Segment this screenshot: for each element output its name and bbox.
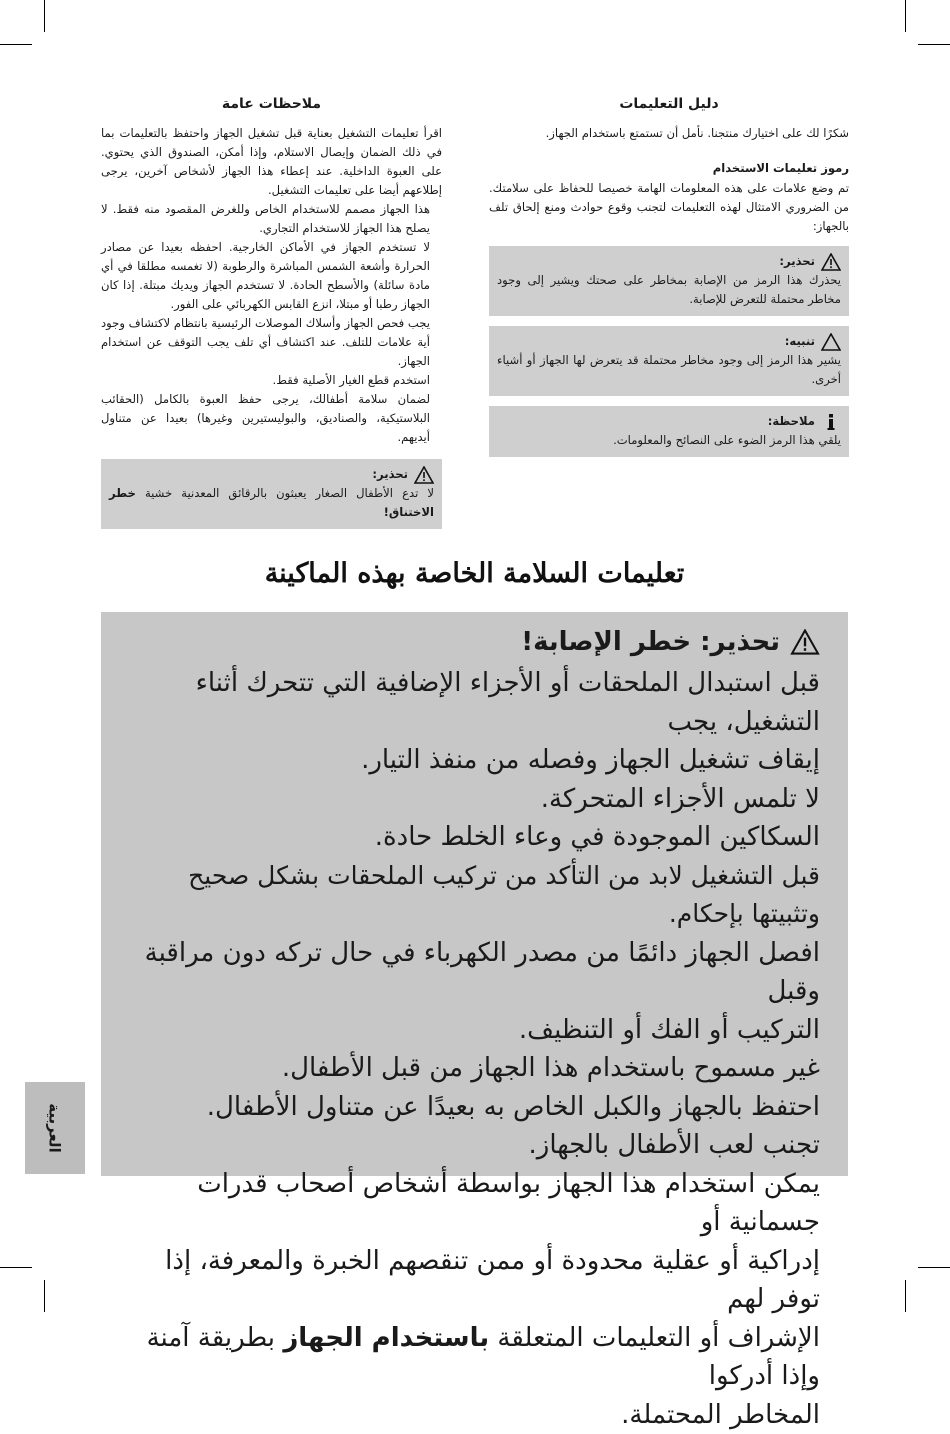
crop-mark: [918, 44, 950, 45]
caution-text: يشير هذا الرمز إلى وجود مخاطر محتملة قد يتعرض لها الجهاز أو أشياء أخرى.: [497, 351, 841, 389]
warning-box: [489, 246, 849, 316]
list-item: يجب فحص الجهاز وأسلاك الموصلات الرئيسية بانتظام لاكتشاف وجود أية علامات للتلف. عند اكتشاف أي تلف يجب التوقف عن استخدام الجهاز.: [101, 314, 442, 371]
safety-title: تعليمات السلامة الخاصة بهذه الماكينة: [101, 558, 848, 589]
note-title: ملاحظة:: [768, 412, 815, 431]
info-icon: [821, 413, 841, 431]
list-item: لضمان سلامة أطفالك، يرجى حفظ العبوة بالكامل (الحقائب البلاستيكية، والصناديق، والبوليستيرين وغيرها) بعيدا عن متناول أيديهم.: [101, 390, 442, 447]
crop-mark: [905, 1280, 906, 1312]
instructions-column: [489, 96, 849, 457]
warning-triangle-icon: [790, 629, 820, 655]
crop-mark: [905, 0, 906, 32]
safety-line: السكاكين الموجودة في وعاء الخلط حادة.: [119, 818, 820, 857]
warning-triangle-icon: [821, 253, 841, 271]
children-warning-text: لا تدع الأطفال الصغار يعبثون بالرقائق المعدنية خشية: [145, 486, 434, 500]
children-warning-box: [101, 459, 442, 529]
safety-line: قبل التشغيل لابد من التأكد من تركيب الملحقات بشكل صحيح وتثبيتها بإحكام.: [119, 857, 820, 934]
general-notes-intro: اقرأ تعليمات التشغيل بعناية قبل تشغيل الجهاز واحتفظ بالتعليمات بما في ذلك الضمان وإيصال الاستلام، وإذا أمكن، الصندوق الذي يحتوي. على العبوة الداخلية. عند إعطاء هذا الجهاز لأشخاص آخرين، يرجى إطلاعهم أيضا على تعليمات التشغيل.: [101, 124, 442, 200]
warning-text: يحذرك هذا الرمز من الإصابة بمخاطر على صحتك ويشير إلى وجود مخاطر محتملة للتعرض للإصابة.: [497, 271, 841, 309]
safety-line-part: بطريقة آمنة وإذا أدركوا: [147, 1323, 820, 1392]
list-item: استخدم قطع الغيار الأصلية فقط.: [101, 371, 442, 390]
language-tab: [25, 1082, 85, 1174]
warning-title: تحذير:: [779, 252, 815, 271]
safety-line: تجنب لعب الأطفال بالجهاز.: [119, 1126, 820, 1165]
symbols-text: تم وضع علامات على هذه المعلومات الهامة خصيصا للحفاظ على سلامتك. من الضروري الامتثال لهذه التعليمات لتجنب وقوع حوادث ومنع إلحاق تلف بالجهاز:: [489, 179, 849, 236]
crop-mark: [0, 1267, 32, 1268]
symbols-title: رموز تعليمات الاستخدام: [489, 161, 849, 175]
note-box: [489, 406, 849, 457]
warning-triangle-icon: [414, 466, 434, 484]
safety-heading: تحذير: خطر الإصابة!: [521, 620, 780, 664]
safety-line: التركيب أو الفك أو التنظيف.: [119, 1011, 820, 1050]
safety-line: افصل الجهاز دائمًا من مصدر الكهرباء في حال تركه دون مراقبة وقبل: [119, 934, 820, 1011]
language-tab-label: العربية: [46, 1103, 64, 1152]
safety-line: [119, 1319, 820, 1396]
safety-line: إدراكية أو عقلية محدودة أو ممن تنقصهم الخبرة والمعرفة، إذا توفر لهم: [119, 1242, 820, 1319]
crop-mark: [44, 1280, 45, 1312]
crop-mark: [918, 1267, 950, 1268]
safety-warning-box: [101, 612, 848, 1176]
caution-box: [489, 326, 849, 396]
children-warning-title: تحذير:: [372, 465, 408, 484]
safety-line: احتفظ بالجهاز والكبل الخاص به بعيدًا عن متناول الأطفال.: [119, 1088, 820, 1127]
crop-mark: [44, 0, 45, 32]
safety-line: لا تلمس الأجزاء المتحركة.: [119, 780, 820, 819]
general-notes-title: ملاحظات عامة: [101, 96, 442, 112]
safety-line: قبل استبدال الملحقات أو الأجزاء الإضافية التي تتحرك أثناء التشغيل، يجب: [119, 664, 820, 741]
note-text: يلقي هذا الرمز الضوء على النصائح والمعلومات.: [497, 431, 841, 450]
list-item: لا تستخدم الجهاز في الأماكن الخارجية. احفظه بعيدا عن مصادر الحرارة وأشعة الشمس المباشرة والرطوبة (لا تغمسه مطلقا في أي مادة سائلة) والأسطح الحادة. لا تستخدم الجهاز ويديك مبتلة. إذا كان الجهاز رطبا أو مبتلا، انزع القابس الكهربائي على الفور.: [101, 238, 442, 314]
safety-line: إيقاف تشغيل الجهاز وفصله من منفذ التيار.: [119, 741, 820, 780]
caution-triangle-icon: [821, 333, 841, 351]
caution-title: تنبيه:: [785, 332, 815, 351]
safety-line: المخاطر المحتملة.: [119, 1396, 820, 1434]
safety-line: غير مسموح باستخدام هذا الجهاز من قبل الأطفال.: [119, 1049, 820, 1088]
safety-line-part: الإشراف أو التعليمات المتعلقة: [497, 1323, 820, 1353]
safety-line-emphasis: باستخدام الجهاز: [283, 1323, 489, 1353]
general-notes-column: [101, 96, 442, 529]
list-item: هذا الجهاز مصمم للاستخدام الخاص وللغرض المقصود منه فقط. لا يصلح هذا الجهاز للاستخدام التجاري.: [101, 200, 442, 238]
instructions-title: دليل التعليمات: [489, 96, 849, 112]
crop-mark: [0, 44, 32, 45]
safety-line: يمكن استخدام هذا الجهاز بواسطة أشخاص أصحاب قدرات جسمانية أو: [119, 1165, 820, 1242]
instructions-intro: شكرًا لك على اختيارك منتجنا. نأمل أن تستمتع باستخدام الجهاز.: [489, 124, 849, 143]
children-warning-emphasis: خطر الاختناق!: [109, 486, 434, 519]
